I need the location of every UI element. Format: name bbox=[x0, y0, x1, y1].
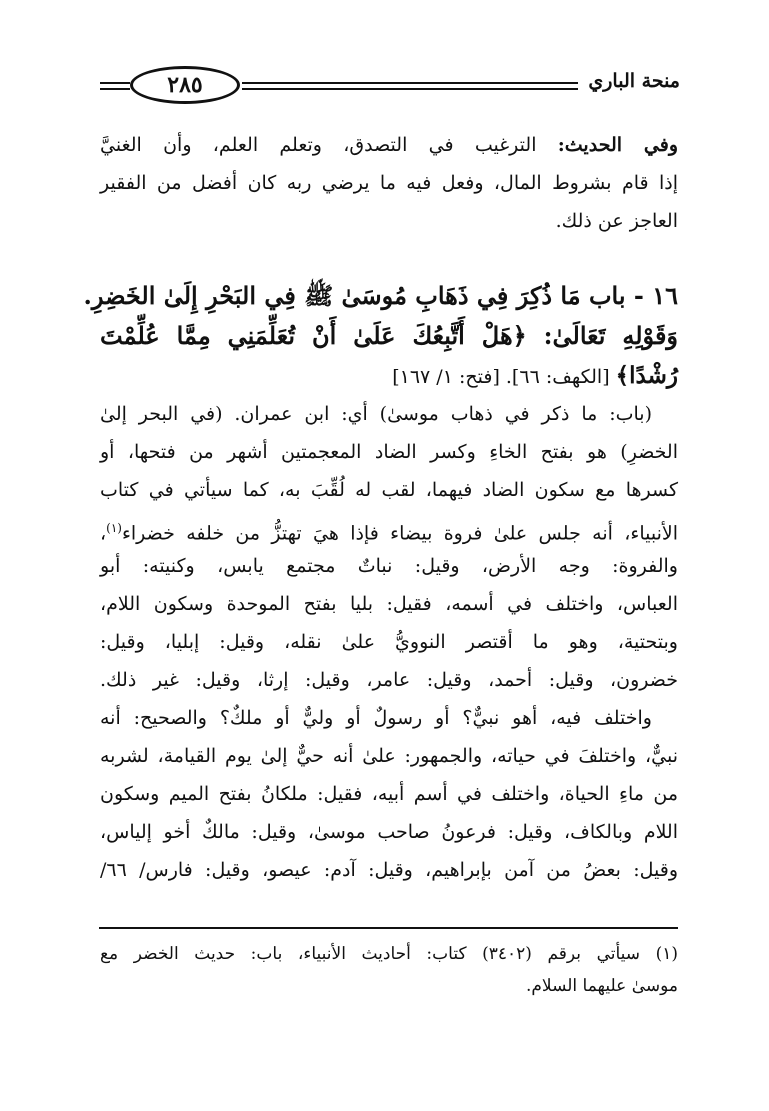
text-line bbox=[100, 126, 678, 164]
text-segment: ، bbox=[100, 522, 107, 545]
text-line: نبيٌّ، واختلفَ في حياته، والجمهور: علىٰ أنه حيٌّ إلىٰ يوم القيامة، لشربه bbox=[100, 745, 678, 767]
page-header bbox=[100, 62, 680, 102]
text-line: كسرها مع سكون الضاد فيهما، لقب له لُقِّبَ به، كما سيأتي في كتاب bbox=[100, 479, 678, 501]
header-rule bbox=[100, 88, 130, 90]
heading-line: ١٦ - باب مَا ذُكِرَ فِي ذَهَابِ مُوسَىٰ ﷺ فِي البَحْرِ إِلَىٰ الخَضِرِ. bbox=[83, 281, 678, 310]
text-segment: الأنبياء، أنه جلس علىٰ فروة بيضاء فإذا هيَ تهتزُّ من خلفه خضراء bbox=[121, 522, 678, 545]
heading-line bbox=[100, 356, 678, 396]
intro-paragraph bbox=[100, 126, 678, 240]
text-line: الخضرِ) هو بفتح الخاءِ وكسر الضاد المعجمتين أشهر من فتحها، أو bbox=[100, 441, 678, 463]
footnote-line: (١) سيأتي برقم (٣٤٠٢) كتاب: أحاديث الأنبياء، باب: حديث الخضر مع bbox=[100, 944, 678, 964]
text-line: من ماءِ الحياة، واختلف في أسم أبيه، فقيل: ملكانُ بفتح الميم وسكون bbox=[100, 783, 678, 805]
intro-text: الترغيب في التصدق، وتعلم العلم، وأن الغنيَّ bbox=[100, 134, 558, 156]
footnote-divider bbox=[99, 927, 678, 929]
verse-end: رُشْدًا﴾ bbox=[615, 362, 678, 389]
text-line: اللام وبالكاف، وقيل: فرعونُ صاحب موسىٰ، وقيل: مالكٌ أخو إلياس، bbox=[100, 821, 678, 843]
chapter-heading bbox=[83, 276, 678, 396]
footnotes bbox=[100, 938, 678, 1002]
text-line: واختلف فيه، أهو نبيٌّ؟ أو رسولٌ أو وليٌّ أو ملكٌ؟ والصحيح: أنه bbox=[100, 707, 652, 729]
text-line: والفروة: وجه الأرض، وقيل: نباتٌ مجتمع يابس، وكنيته: أبو bbox=[100, 555, 678, 577]
intro-lead: وفي الحديث: bbox=[557, 134, 678, 156]
commentary-body bbox=[100, 395, 678, 889]
text-line: (باب: ما ذكر في ذهاب موسىٰ) أي: ابن عمران. (في البحر إلىٰ bbox=[100, 403, 652, 425]
text-line: وقيل: بعضُ من آمن بإبراهيم، وقيل: آدم: عيصو، وقيل: فارس/ ٦٦/ bbox=[100, 859, 678, 881]
header-rule bbox=[100, 82, 130, 84]
text-line: العباس، واختلف في أسمه، فقيل: بليا بفتح الموحدة وسكون اللام، bbox=[100, 593, 678, 615]
heading-line: وَقَوْلِهِ تَعَالَىٰ: ﴿هَلْ أَتَّبِعُكَ عَلَىٰ أَنْ تُعَلِّمَنِي مِمَّا عُلِّمْتَ bbox=[100, 321, 678, 350]
text-line bbox=[100, 509, 678, 547]
verse-reference: [الكهف: ٦٦]. [فتح: ١/ ١٦٧] bbox=[392, 366, 616, 388]
book-title: منحة الباري bbox=[588, 70, 680, 92]
text-line: إذا قام بشروط المال، وفعل فيه ما يرضي ربه كان أفضل من الفقير bbox=[100, 172, 678, 194]
text-line: وبتحتية، وهو ما أقتصر النوويُّ علىٰ نقله، وقيل: إبليا، وقيل: bbox=[100, 631, 678, 653]
header-rule bbox=[242, 82, 578, 84]
page-number: ٢٨٥ bbox=[130, 66, 240, 104]
text-line: العاجز عن ذلك. bbox=[555, 210, 678, 232]
header-rule bbox=[242, 88, 578, 90]
text-line: خضرون، وقيل: أحمد، وقيل: عامر، وقيل: إرثا، وقيل: غير ذلك. bbox=[100, 669, 678, 691]
footnote-line: موسىٰ عليهما السلام. bbox=[526, 976, 678, 996]
footnote-marker: (١) bbox=[106, 521, 122, 535]
